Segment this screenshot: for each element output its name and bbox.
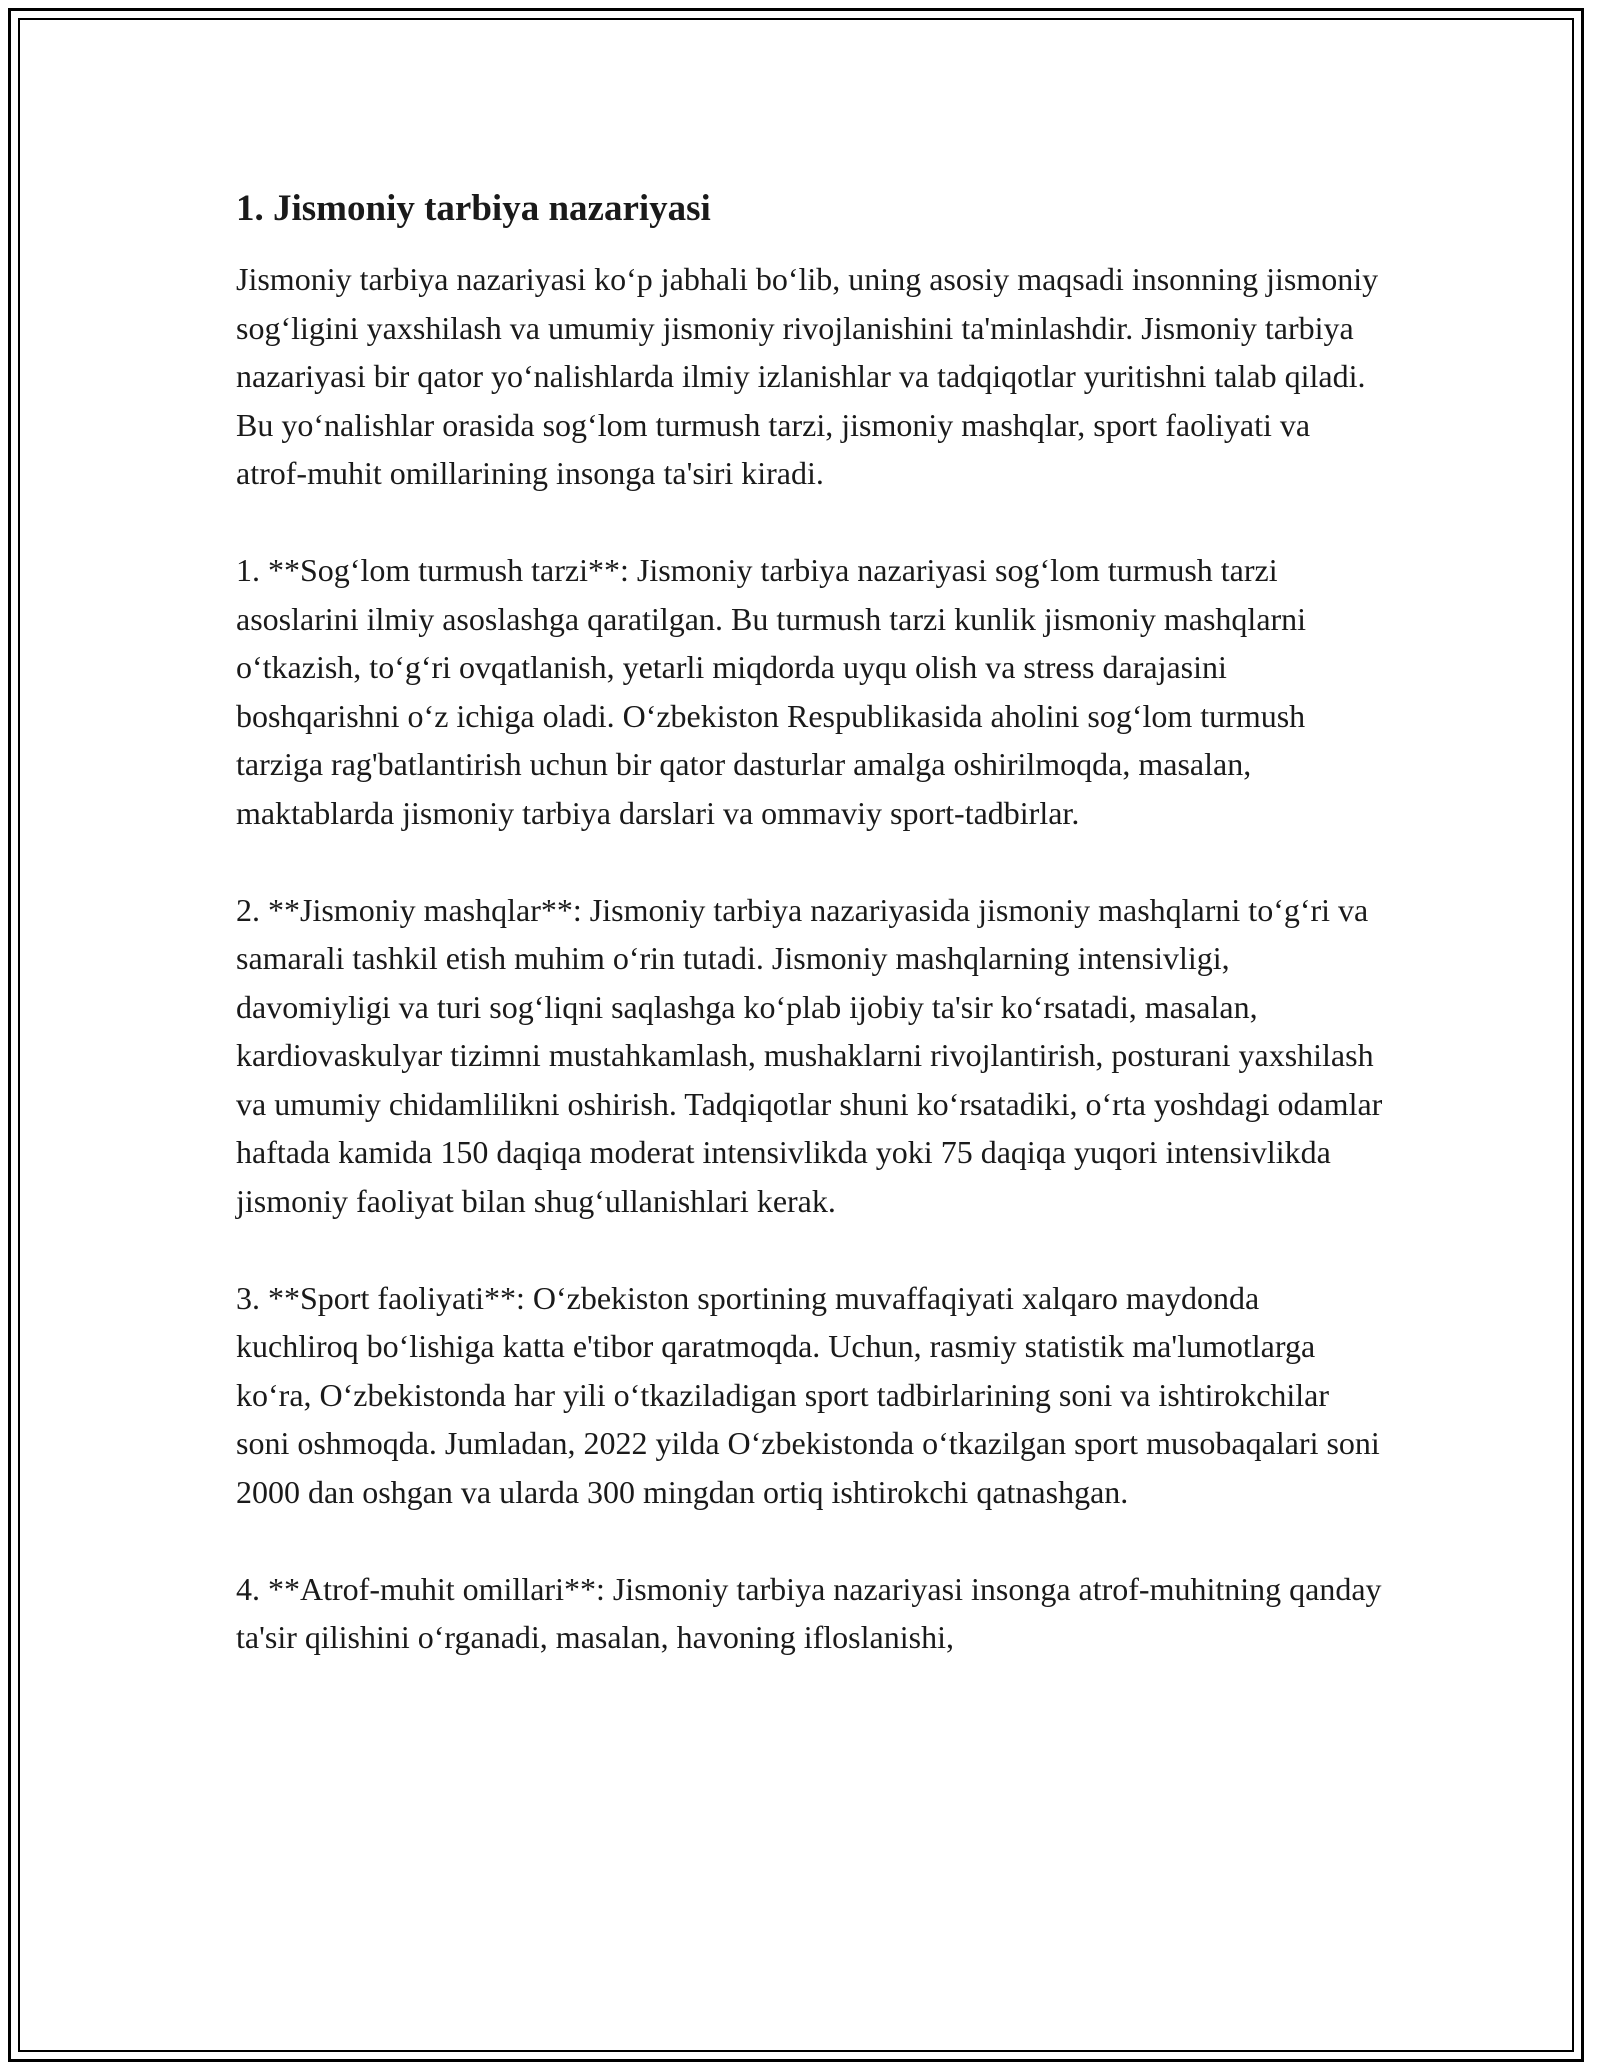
paragraph-healthy-lifestyle: 1. **Sog‘lom turmush tarzi**: Jismoniy tarbiya nazariyasi sog‘lom turmush tarzi asoslarini ilmiy asoslashga qaratilgan. Bu turmush tarzi kunlik jismoniy mashqlarni o‘tkazish, to‘g‘ri ovqatlanish, yetarli miqdorda uyqu olish va stress darajasini boshqarishni o‘z ichiga oladi. O‘zbekiston Respublikasida aholini sog‘lom turmush tarziga rag'batlantirish uchun bir qator dasturlar amalga oshirilmoqda, masalan, maktablarda jismoniy tarbiya darslari va ommaviy sport-tadbirlar.: [236, 552, 1307, 831]
section-title: 1. Jismoniy tarbiya nazariyasi: [236, 188, 711, 229]
paragraph-physical-exercises: 2. **Jismoniy mashqlar**: Jismoniy tarbiya nazariyasida jismoniy mashqlarni to‘g‘ri va samarali tashkil etish muhim o‘rin tutadi. Jismoniy mashqlarning intensivligi, davomiyligi va turi sog‘liqni saqlashga ko‘plab ijobiy ta'sir ko‘rsatadi, masalan, kardiovaskulyar tizimni mustahkamlash, mushaklarni rivojlantirish, posturani yaxshilash va umumiy chidamlilikni oshirish. Tadqiqotlar shuni ko‘rsatadiki, o‘rta yoshdagi odamlar haftada kamida 150 daqiqa moderat intensivlikda yoki 75 daqiqa yuqori intensivlikda jismoniy faoliyat bilan shug‘ullanishlari kerak.: [236, 891, 1383, 1219]
paragraph-sport-activity: 3. **Sport faoliyati**: O‘zbekiston sportining muvaffaqiyati xalqaro maydonda kuchliroq bo‘lishiga katta e'tibor qaratmoqda. Uchun, rasmiy statistik ma'lumotlarga ko‘ra, O‘zbekistonda har yili o‘tkaziladigan sport tadbirlarining soni va ishtirokchilar soni oshmoqda. Jumladan, 2022 yilda O‘zbekistonda o‘tkazilgan sport musobaqalari soni 2000 dan oshgan va ularda 300 mingdan ortiq ishtirokchi qatnashgan.: [236, 1279, 1380, 1510]
intro-paragraph: Jismoniy tarbiya nazariyasi ko‘p jabhali bo‘lib, uning asosiy maqsadi insonning jismoniy sog‘ligini yaxshilash va umumiy jismoniy rivojlanishini ta'minlashdir. Jismoniy tarbiya nazariyasi bir qator yo‘nalishlarda ilmiy izlanishlar va tadqiqotlar yuritishni talab qiladi. Bu yo‘nalishlar orasida sog‘lom turmush tarzi, jismoniy mashqlar, sport faoliyati va atrof-muhit omillarining insonga ta'siri kiradi.: [236, 261, 1379, 491]
paragraph-environment-factors: 4. **Atrof-muhit omillari**: Jismoniy tarbiya nazariyasi insonga atrof-muhitning qanday ta'sir qilishini o‘rganadi, masalan, havoning ifloslanishi,: [236, 1570, 1382, 1655]
document-body: [236, 185, 1386, 1662]
